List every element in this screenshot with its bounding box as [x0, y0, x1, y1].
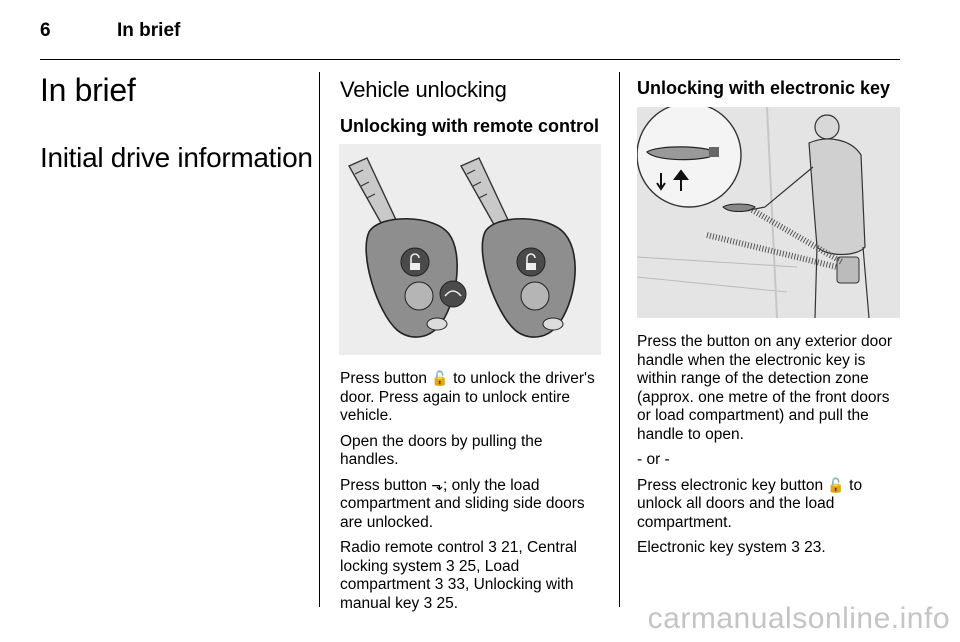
text-fragment: Radio remote control [340, 539, 489, 556]
chapter-title: In brief [40, 72, 136, 108]
text-fragment: . [821, 539, 826, 556]
remote-key-svg [339, 144, 601, 355]
subheading-electronic-key: Unlocking with electronic key [637, 78, 891, 98]
heading-vehicle-unlocking: Vehicle unlocking [340, 77, 507, 102]
page-ref[interactable]: 25 [436, 594, 454, 612]
ref-arrow-icon: 3 [445, 557, 455, 575]
paragraph-load-compartment [340, 477, 602, 533]
text-fragment: ; only the load compartment and sliding side doors are unlocked. [340, 476, 585, 531]
paragraph-references [340, 539, 602, 613]
text-fragment: . [453, 594, 459, 612]
paragraph-or: - or - [637, 451, 670, 468]
page-number: 6 [40, 20, 51, 41]
header-rule [40, 59, 900, 60]
text-fragment: Press button [340, 476, 432, 494]
text-fragment: Electronic key system [637, 539, 792, 556]
running-title: In brief [117, 20, 181, 41]
page-ref[interactable]: 21 [501, 539, 519, 556]
column-divider-2 [619, 72, 620, 607]
right-text [637, 333, 902, 565]
middle-text [340, 370, 602, 620]
text-fragment: to unlock the driver's door. Press again to unlock entire vehicle. [340, 370, 595, 424]
ref-arrow-icon: 3 [488, 539, 497, 556]
text-fragment: Press electronic key button [637, 476, 828, 494]
remote-key-fobs-illustration [339, 144, 601, 355]
paragraph-electronic-key-ref [637, 539, 902, 558]
ref-arrow-icon: 3 [423, 594, 433, 612]
paragraph-unlock-driver [340, 370, 602, 426]
ref-arrow-icon: 3 [791, 539, 800, 556]
text-fragment: , Load compartment [340, 557, 520, 593]
van-rear-icon: ⬎ [431, 477, 444, 494]
text-fragment: to unlock all doors and the load compartment. [637, 476, 863, 531]
subheading-remote-control: Unlocking with remote control [340, 116, 600, 136]
ref-arrow-icon: 3 [434, 576, 444, 593]
paragraph-press-handle: Press the button on any exterior door handle when the electronic key is within range of the detection zone (approx. one metre of the front doors or load compartment) and pull the handle to open. [637, 333, 893, 443]
paragraph-press-key [637, 477, 902, 533]
text-fragment: , Unlocking with manual key [340, 576, 574, 612]
text-fragment: Press button [340, 370, 432, 387]
watermark: carmanualsonline.info [647, 602, 950, 635]
section-title: Initial drive information [40, 142, 313, 173]
page-ref[interactable]: 25 [458, 557, 477, 575]
electronic-key-door-illustration [637, 107, 900, 318]
unlock-icon: 🔓 [431, 371, 449, 387]
electronic-key-svg [637, 107, 900, 318]
unlock-icon: 🔓 [827, 477, 845, 494]
paragraph-open-doors: Open the doors by pulling the handles. [340, 432, 543, 468]
text-fragment: , Central locking system [340, 539, 577, 575]
page-ref[interactable]: 33 [447, 576, 465, 593]
column-divider-1 [319, 72, 320, 607]
page-ref[interactable]: 23 [804, 539, 822, 556]
